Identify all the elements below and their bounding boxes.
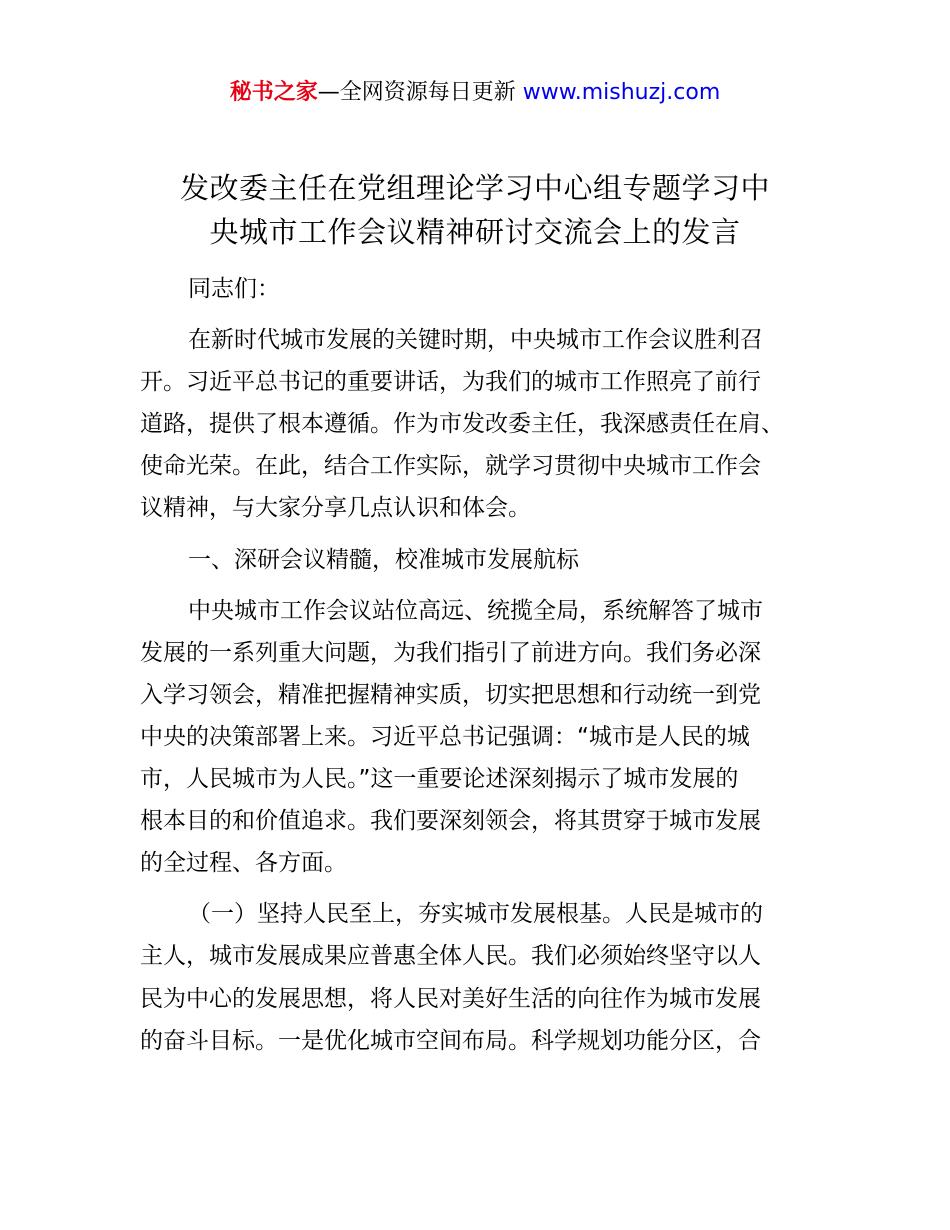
paragraph-line: 主人，城市发展成果应普惠全体人民。我们必须始终坚守以人 bbox=[140, 943, 761, 970]
paragraph-3 bbox=[140, 893, 812, 1061]
paragraph-line: 根本目的和价值追求。我们要深刻领会，将其贯穿于城市发展 bbox=[140, 808, 761, 835]
paragraph-line: 开。习近平总书记的重要讲话，为我们的城市工作照亮了前行 bbox=[140, 369, 761, 396]
title-line-1: 发改委主任在党组理论学习中心组专题学习中 bbox=[179, 171, 770, 205]
paragraph-line: 入学习领会，精准把握精神实质，切实把思想和行动统一到党 bbox=[140, 681, 761, 708]
greeting: 同志们： bbox=[188, 276, 280, 302]
paragraph-line: 使命光荣。在此，结合工作实际，就学习贯彻中央城市工作会 bbox=[140, 453, 761, 480]
paragraph-1 bbox=[140, 319, 812, 529]
paragraph-line: 议精神，与大家分享几点认识和体会。 bbox=[140, 495, 531, 522]
paragraph-line: 中央城市工作会议站位高远、统揽全局，系统解答了城市 bbox=[188, 597, 763, 624]
site-header bbox=[0, 76, 950, 110]
paragraph-line: 中央的决策部署上来。习近平总书记强调：“城市是人民的城 bbox=[140, 723, 750, 750]
header-tagline: 全网资源每日更新 bbox=[339, 80, 523, 105]
paragraph-line: 在新时代城市发展的关键时期，中央城市工作会议胜利召 bbox=[188, 327, 763, 354]
paragraph-line: 发展的一系列重大问题，为我们指引了前进方向。我们务必深 bbox=[140, 639, 761, 666]
paragraph-line: 的全过程、各方面。 bbox=[140, 850, 347, 877]
document-body bbox=[140, 268, 812, 1062]
section-heading-text: 一、深研会议精髓，校准城市发展航标 bbox=[188, 546, 579, 573]
site-url-link[interactable]: www.mishuzj.com bbox=[522, 80, 721, 105]
paragraph-line: （一）坚持人民至上，夯实城市发展根基。人民是城市的 bbox=[188, 901, 763, 928]
paragraph-line: 的奋斗目标。一是优化城市空间布局。科学规划功能分区，合 bbox=[140, 1027, 761, 1054]
paragraph-line: 民为中心的发展思想，将人民对美好生活的向往作为城市发展 bbox=[140, 985, 761, 1012]
header-dash: — bbox=[317, 80, 340, 105]
title-line-2: 央城市工作会议精神研讨交流会上的发言 bbox=[209, 215, 741, 249]
paragraph-line: 市，人民城市为人民。”这一重要论述深刻揭示了城市发展的 bbox=[140, 766, 739, 793]
paragraph-line: 道路，提供了根本遵循。作为市发改委主任，我深感责任在肩、 bbox=[140, 411, 784, 438]
paragraph-2 bbox=[140, 590, 812, 885]
site-brand: 秘书之家 bbox=[229, 80, 318, 105]
document-title bbox=[120, 166, 830, 254]
section-heading-1 bbox=[140, 539, 812, 581]
